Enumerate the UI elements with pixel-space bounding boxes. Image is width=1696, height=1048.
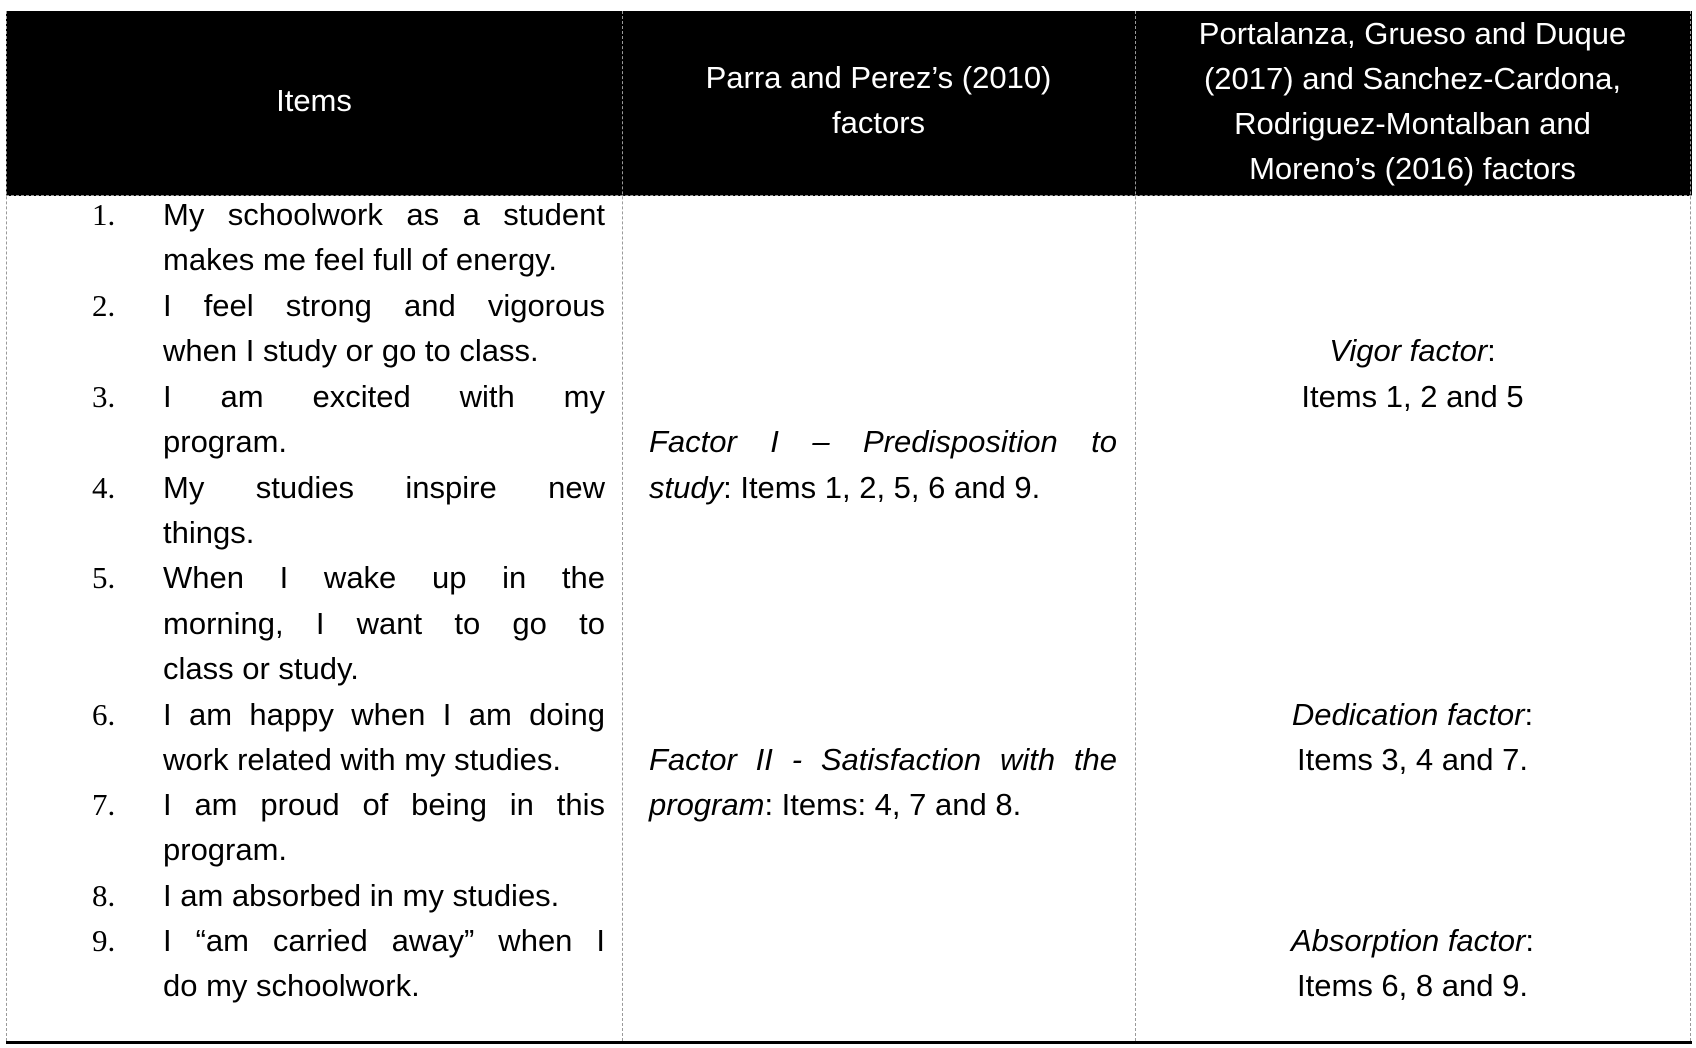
factor-2-title bbox=[649, 737, 1117, 782]
item-text-line: I feel strong and vigorous bbox=[163, 288, 605, 323]
item-number: 5. bbox=[92, 560, 116, 595]
column-divider-1 bbox=[622, 11, 623, 1041]
absorption-factor-name: Absorption factor bbox=[1291, 923, 1526, 958]
item-text-line: My studies inspire new bbox=[163, 470, 605, 505]
item-text-line: program. bbox=[163, 424, 288, 459]
item-text-line: I am absorbed in my studies. bbox=[163, 878, 560, 913]
header-items-label: Items bbox=[276, 83, 352, 118]
item-text-line: work related with my studies. bbox=[163, 742, 561, 777]
item-text-line: My schoolwork as a student bbox=[163, 197, 605, 232]
vigor-factor-colon: : bbox=[1487, 333, 1496, 368]
header-portalanza-line-2: (2017) and Sanchez-Cardona, bbox=[1203, 61, 1622, 96]
header-parra-line-1: Parra and Perez’s (2010) bbox=[705, 60, 1052, 95]
item-text-line: do my schoolwork. bbox=[163, 968, 420, 1003]
header-portalanza-line-3: Rodriguez-Montalban and bbox=[1234, 106, 1591, 141]
factor-1-title-end: study bbox=[649, 470, 724, 505]
item-text-line: class or study. bbox=[163, 651, 359, 686]
item-text-line: makes me feel full of energy. bbox=[163, 242, 557, 277]
header-items bbox=[6, 78, 622, 123]
item-number: 4. bbox=[92, 470, 116, 505]
item-number: 9. bbox=[92, 923, 116, 958]
item-number: 7. bbox=[92, 787, 116, 822]
item-text-line: I “am carried away” when I bbox=[163, 923, 605, 958]
dedication-factor-title bbox=[1135, 692, 1690, 737]
vigor-factor-name: Vigor factor bbox=[1329, 333, 1488, 368]
dedication-factor-name: Dedication factor bbox=[1291, 697, 1525, 732]
factor-2-item-list: : Items: 4, 7 and 8. bbox=[764, 787, 1022, 822]
factor-2-items bbox=[649, 782, 1021, 827]
factor-1-title-text: Factor I – Predisposition to bbox=[649, 424, 1117, 459]
item-text-line: morning, I want to go to bbox=[163, 606, 605, 641]
dedication-factor-colon: : bbox=[1524, 697, 1534, 732]
factor-1-item-list: : Items 1, 2, 5, 6 and 9. bbox=[723, 470, 1041, 505]
item-number: 8. bbox=[92, 878, 116, 913]
vigor-factor-items: Items 1, 2 and 5 bbox=[1301, 379, 1524, 414]
table-border-left bbox=[6, 11, 7, 1041]
absorption-factor-items: Items 6, 8 and 9. bbox=[1297, 968, 1528, 1003]
header-portalanza bbox=[1135, 11, 1690, 191]
table-bottom-rule bbox=[6, 1041, 1692, 1044]
item-text-line: things. bbox=[163, 515, 255, 550]
header-parra-perez bbox=[622, 55, 1135, 145]
vigor-factor-title bbox=[1135, 328, 1690, 373]
item-text-line: I am happy when I am doing bbox=[163, 697, 605, 732]
item-text-line: program. bbox=[163, 832, 288, 867]
factor-2-title-end: program bbox=[649, 787, 765, 822]
factor-table bbox=[6, 11, 1692, 1043]
item-text-line: I am proud of being in this bbox=[163, 787, 605, 822]
item-number: 1. bbox=[92, 197, 116, 232]
item-number: 2. bbox=[92, 288, 116, 323]
dedication-factor-items: Items 3, 4 and 7. bbox=[1297, 742, 1528, 777]
factor-1-title bbox=[649, 419, 1117, 464]
header-portalanza-line-4: Moreno’s (2016) factors bbox=[1249, 151, 1576, 186]
header-portalanza-line-1: Portalanza, Grueso and Duque bbox=[1198, 16, 1627, 51]
item-number: 6. bbox=[92, 697, 116, 732]
table-border-right bbox=[1690, 11, 1691, 1041]
absorption-factor-title bbox=[1135, 918, 1690, 963]
item-text-line: When I wake up in the bbox=[163, 560, 605, 595]
item-text-line: when I study or go to class. bbox=[163, 333, 539, 368]
item-text-line: I am excited with my bbox=[163, 379, 605, 414]
header-parra-line-2: factors bbox=[831, 105, 926, 140]
factor-2-title-text: Factor II - Satisfaction with the bbox=[649, 742, 1117, 777]
absorption-factor-colon: : bbox=[1525, 923, 1534, 958]
item-number: 3. bbox=[92, 379, 116, 414]
factor-1-items bbox=[649, 465, 1040, 510]
